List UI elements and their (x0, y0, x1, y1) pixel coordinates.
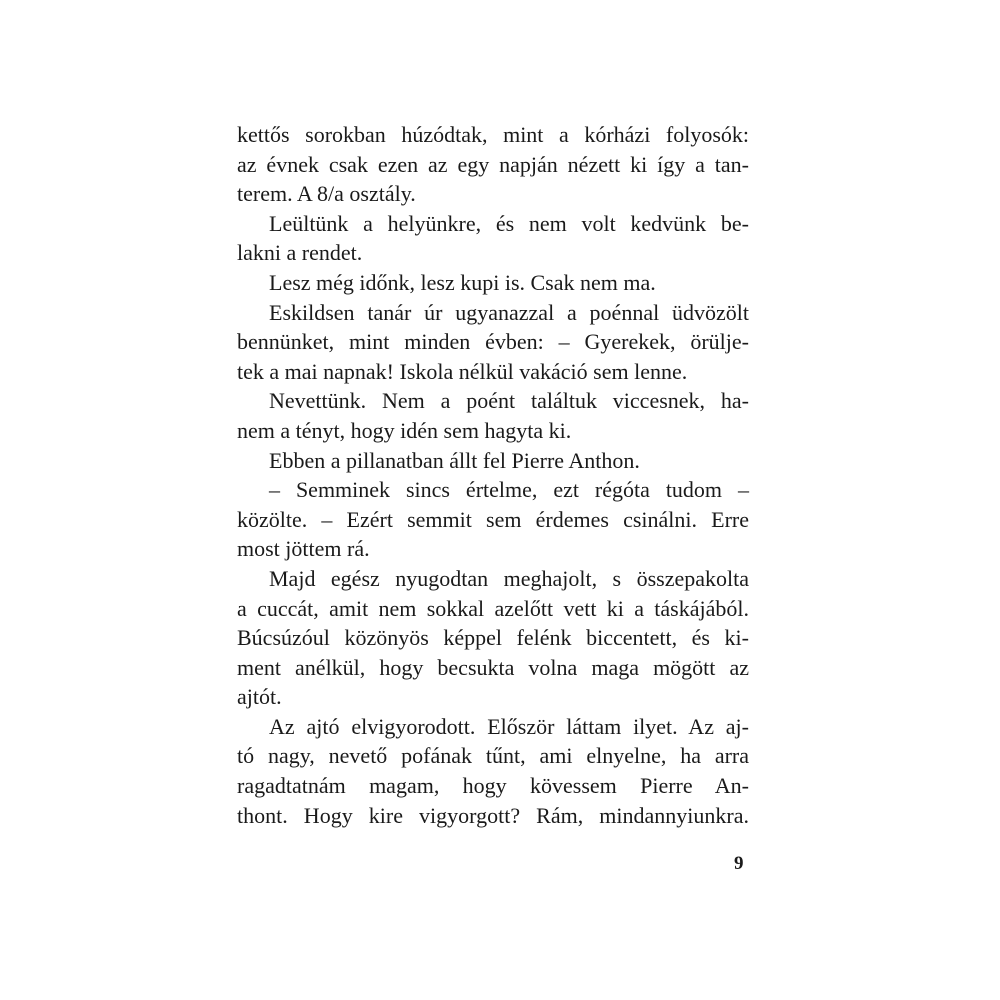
page-number: 9 (734, 853, 744, 874)
text-line: ment anélkül, hogy becsukta volna maga mögött az (237, 654, 749, 680)
text-line: most jöttem rá. (237, 536, 370, 562)
text-line: Az ajtó elvigyorodott. Először láttam ilyet. Az aj- (269, 713, 749, 739)
text-line: Eskildsen tanár úr ugyanazzal a poénnal üdvözölt (269, 299, 749, 325)
text-line: Ebben a pillanatban állt fel Pierre Anthon. (269, 447, 640, 473)
text-line: tó nagy, nevető pofának tűnt, ami elnyelne, ha arra (237, 743, 749, 769)
text-line: Búcsúzóul közönyös képpel felénk biccentett, és ki- (237, 625, 749, 651)
text-line: – Semminek sincs értelme, ezt régóta tudom – (269, 477, 749, 503)
page-body-text (237, 120, 749, 830)
text-line: nem a tényt, hogy idén sem hagyta ki. (237, 417, 572, 443)
text-line: Leültünk a helyünkre, és nem volt kedvünk be- (269, 210, 749, 236)
text-line: thont. Hogy kire vigyorgott? Rám, mindannyiunkra. (237, 802, 749, 828)
text-line: Nevettünk. Nem a poént találtuk viccesnek, ha- (269, 388, 749, 414)
text-line: a cuccát, amit nem sokkal azelőtt vett ki a táskájából. (237, 595, 749, 621)
text-line: tek a mai napnak! Iskola nélkül vakáció sem lenne. (237, 358, 688, 384)
text-line: Lesz még időnk, lesz kupi is. Csak nem ma. (269, 269, 656, 295)
text-line: ragadtatnám magam, hogy kövessem Pierre An- (237, 773, 749, 799)
text-line: ajtót. (237, 684, 282, 710)
text-line: bennünket, mint minden évben: – Gyerekek, örülje- (237, 329, 749, 355)
text-line: az évnek csak ezen az egy napján nézett ki így a tan- (237, 151, 749, 177)
text-line: Majd egész nyugodtan meghajolt, s összepakolta (269, 565, 749, 591)
text-line: terem. A 8/a osztály. (237, 181, 416, 207)
text-line: közölte. – Ezért semmit sem érdemes csinálni. Erre (237, 506, 749, 532)
text-line: kettős sorokban húzódtak, mint a kórházi folyosók: (237, 122, 749, 147)
text-line: lakni a rendet. (237, 240, 363, 266)
